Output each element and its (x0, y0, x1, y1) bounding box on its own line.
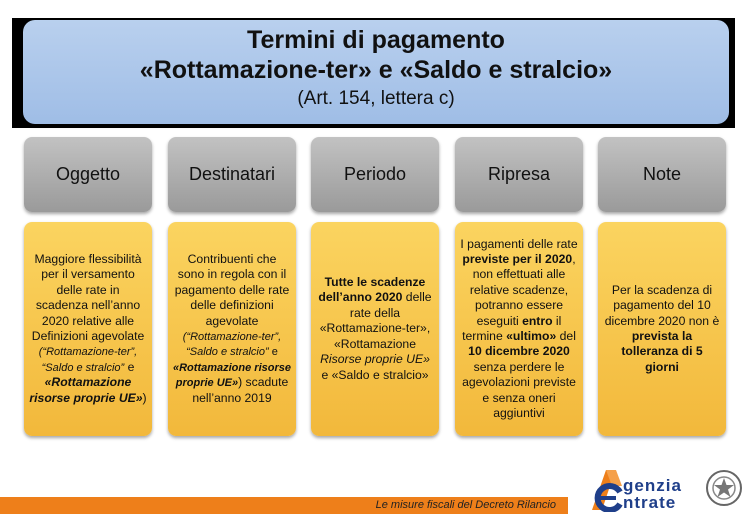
cell-oggetto-italic: (“Rottamazione-ter”, “Saldo e stralcio” (38, 346, 138, 374)
cell-destinatari-text: Contribuenti che sono in regola con il pagamento delle rate delle definizioni agevolate (174, 251, 290, 328)
cell-periodo-tail: e «Saldo e stralcio» (321, 367, 429, 382)
cell-oggetto-text: Maggiore flessibilità per il versamento delle rate in scadenza nell’anno 2020 relative alle Definizioni agevolate (31, 251, 145, 343)
title-box (23, 20, 729, 124)
page-subtitle: «Rottamazione-ter» e «Saldo e stralcio» (139, 56, 613, 84)
cell-destinatari-italic: (“Rottamazione-ter”, “Saldo e stralcio” (182, 331, 282, 359)
cell-periodo-italic: Risorse proprie UE» (320, 352, 430, 367)
article-reference: (Art. 154, lettera c) (297, 88, 455, 109)
cell-ripresa-text4: del (556, 329, 576, 343)
column-header-note: Note (598, 137, 726, 212)
cell-periodo (311, 222, 439, 436)
cell-ripresa-bold3: «ultimo» (506, 329, 557, 343)
cell-ripresa-text2: , non effettuati alle relative scadenze, potranno essere eseguiti (469, 251, 576, 328)
cell-oggetto-close: ) (142, 390, 147, 405)
cell-note-bold: prevista la tolleranza di 5 giorni (621, 329, 703, 374)
cell-note (598, 222, 726, 436)
cell-periodo-text: delle rate della «Rottamazione-ter», «Rottamazione (319, 290, 432, 351)
cell-destinatari (168, 222, 296, 436)
cell-oggetto (24, 222, 152, 436)
cell-ripresa-bold1: previste per il 2020 (462, 251, 573, 266)
column-header-destinatari: Destinatari (168, 137, 296, 212)
logo-text-line2: ntrate (623, 493, 677, 512)
column-header-periodo: Periodo (311, 137, 439, 212)
cell-ripresa-bold4: 10 dicembre 2020 (468, 344, 570, 359)
cell-note-text: Per la scadenza di pagamento del 10 dicembre 2020 non è (604, 282, 720, 328)
cell-destinatari-tail: ) scadute nell’anno 2019 (192, 375, 289, 405)
cell-oggetto-bold: «Rottamazione risorse proprie UE» (29, 375, 143, 405)
cell-ripresa-text5: senza perdere le agevolazioni previste e senza oneri aggiuntivi (462, 359, 576, 421)
cell-ripresa (455, 222, 583, 436)
page-title: Termini di pagamento (247, 26, 505, 54)
column-header-oggetto: Oggetto (24, 137, 152, 212)
cell-periodo-bold: Tutte le scadenze dell’anno 2020 (318, 275, 426, 305)
cell-destinatari-bold: «Rottamazione risorse proprie UE» (173, 361, 291, 390)
footer-caption: Le misure fiscali del Decreto Rilancio (375, 499, 556, 511)
cell-ripresa-bold2: entro (522, 313, 553, 328)
cell-ripresa-text1: I pagamenti delle rate (460, 236, 578, 251)
cell-oggetto-conj: e (124, 359, 135, 374)
cell-destinatari-conj: e (268, 346, 278, 359)
column-header-ripresa: Ripresa (455, 137, 583, 212)
logo-text-line1: genzia (623, 476, 682, 495)
cell-ripresa-text3: il termine (462, 313, 562, 343)
republic-emblem-icon (704, 468, 744, 508)
